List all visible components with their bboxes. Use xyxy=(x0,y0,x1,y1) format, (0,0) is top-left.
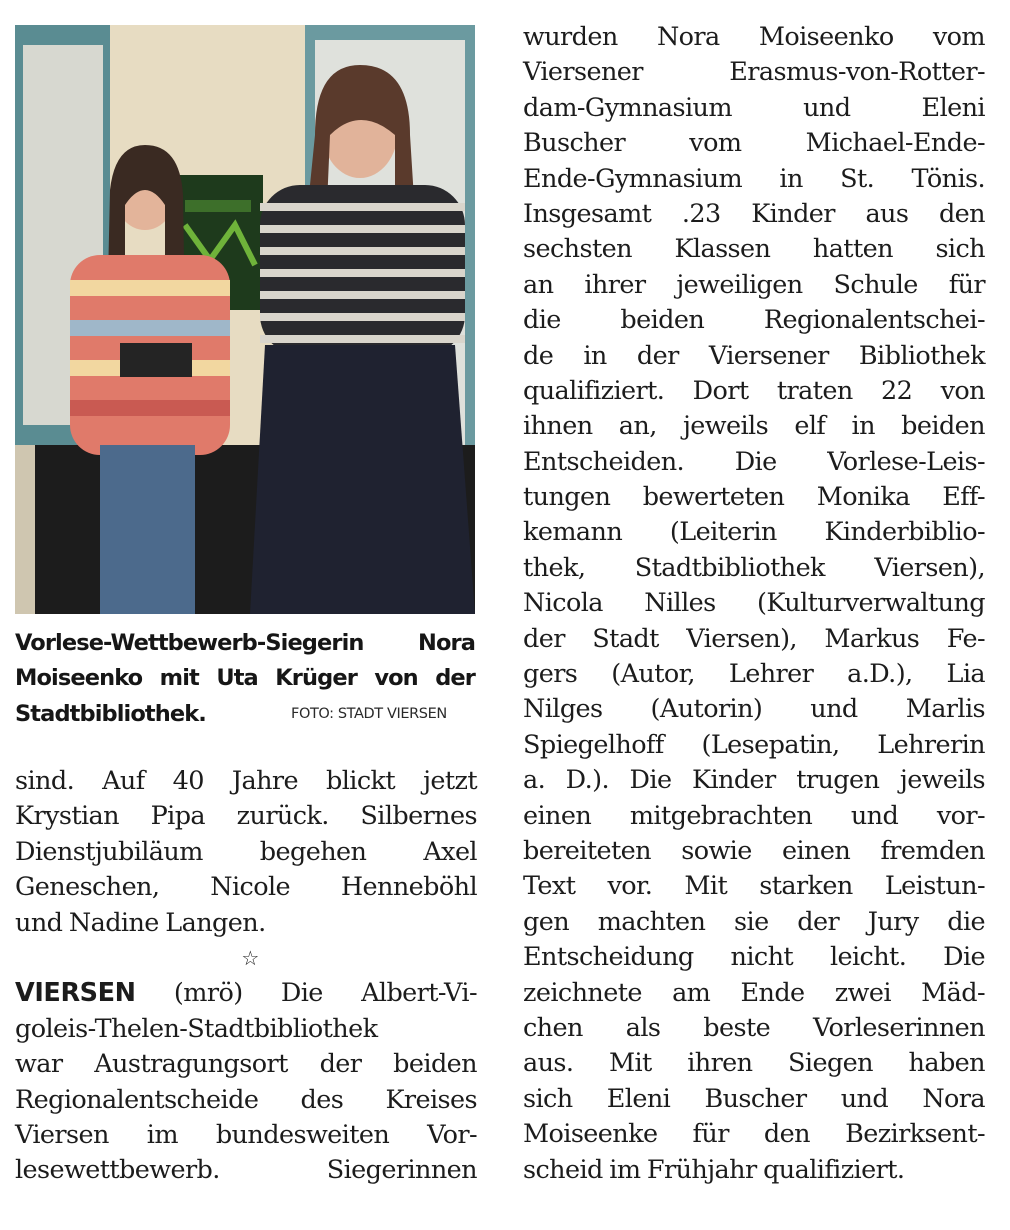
text-line: war Austragungsort der beiden xyxy=(15,1049,477,1080)
section-separator xyxy=(15,941,477,976)
dateline-text: (mrö) Die Albert-Vi- xyxy=(135,978,477,1009)
text-line: einen mitgebrachten und vor- xyxy=(523,800,985,831)
text-line: ihnen an, jeweils elf in beiden xyxy=(523,411,985,442)
text-line: Buscher vom Michael-Ende- xyxy=(523,128,985,159)
text-line: zeichnete am Ende zwei Mäd- xyxy=(523,977,985,1008)
text-line: Ende-Gymnasium in St. Tönis. xyxy=(523,163,985,194)
text-line: Geneschen, Nicole Henneböhl xyxy=(15,872,477,903)
text-line: kemann (Leiterin Kinderbiblio- xyxy=(523,517,985,548)
text-line: lesewettbewerb. Siegerinnen xyxy=(15,1155,477,1186)
text-line: bereiteten sowie einen fremden xyxy=(523,835,985,866)
text-line: Dienstjubiläum begehen Axel xyxy=(15,836,477,867)
text-line: an ihrer jeweiligen Schule für xyxy=(523,269,985,300)
text-line: tungen bewerteten Monika Eff- xyxy=(523,482,985,513)
text-line: Text vor. Mit starken Leistun- xyxy=(523,871,985,902)
text-line: dam-Gymnasium und Eleni xyxy=(523,92,985,123)
text-line: Spiegelhoff (Lesepatin, Lehrerin xyxy=(523,729,985,760)
text-line: Regionalentscheide des Kreises xyxy=(15,1084,477,1115)
text-line: der Stadt Viersen), Markus Fe- xyxy=(523,623,985,654)
text-line: die beiden Regionalentschei- xyxy=(523,305,985,336)
article-column-right xyxy=(523,20,985,1188)
text-line: aus. Mit ihren Siegen haben xyxy=(523,1048,985,1079)
article-column-left xyxy=(15,764,477,1189)
article-photo xyxy=(15,25,475,614)
text-line: und Nadine Langen. xyxy=(15,907,266,938)
text-line: Entscheidung nicht leicht. Die xyxy=(523,942,985,973)
text-line: sechsten Klassen hatten sich xyxy=(523,234,985,265)
star-icon: ☆ xyxy=(241,945,259,970)
text-line: Moiseenke für den Bezirksent- xyxy=(523,1119,985,1150)
text-line: Viersener Erasmus-von-Rotter- xyxy=(523,57,985,88)
dateline-line xyxy=(15,976,477,1011)
text-line: thek, Stadtbibliothek Viersen), xyxy=(523,552,985,583)
text-line: chen als beste Vorleserinnen xyxy=(523,1012,985,1043)
caption-line: Stadtbibliothek. xyxy=(15,700,206,727)
text-line: gers (Autor, Lehrer a.D.), Lia xyxy=(523,659,985,690)
text-line: Krystian Pipa zurück. Silbernes xyxy=(15,801,477,832)
text-line: qualifiziert. Dort traten 22 von xyxy=(523,375,985,406)
text-line: wurden Nora Moiseenko vom xyxy=(523,22,985,52)
text-line: sich Eleni Buscher und Nora xyxy=(523,1083,985,1114)
photo-credit: FOTO: STADT VIERSEN xyxy=(291,706,447,722)
text-line: goleis-Thelen-Stadtbibliothek xyxy=(15,1013,378,1044)
text-line: de in der Viersener Bibliothek xyxy=(523,340,985,371)
caption-line: Moiseenko mit Uta Krüger von der xyxy=(15,665,475,692)
text-line: gen machten sie der Jury die xyxy=(523,906,985,937)
text-line: Nilges (Autorin) und Marlis xyxy=(523,694,985,725)
text-line: a. D.). Die Kinder trugen jeweils xyxy=(523,765,985,796)
text-line: scheid im Frühjahr qualifiziert. xyxy=(523,1154,905,1185)
text-line: Insgesamt .23 Kinder aus den xyxy=(523,198,985,229)
text-line: Nicola Nilles (Kulturverwaltung xyxy=(523,588,985,619)
caption-line: Vorlese-Wettbewerb-Siegerin Nora xyxy=(15,630,475,656)
dateline: VIERSEN xyxy=(15,978,136,1009)
photo-illustration xyxy=(15,25,475,614)
text-line: Viersen im bundesweiten Vor- xyxy=(15,1119,477,1150)
text-line: Entscheiden. Die Vorlese-Leis- xyxy=(523,446,985,477)
text-line: sind. Auf 40 Jahre blickt jetzt xyxy=(15,766,477,796)
